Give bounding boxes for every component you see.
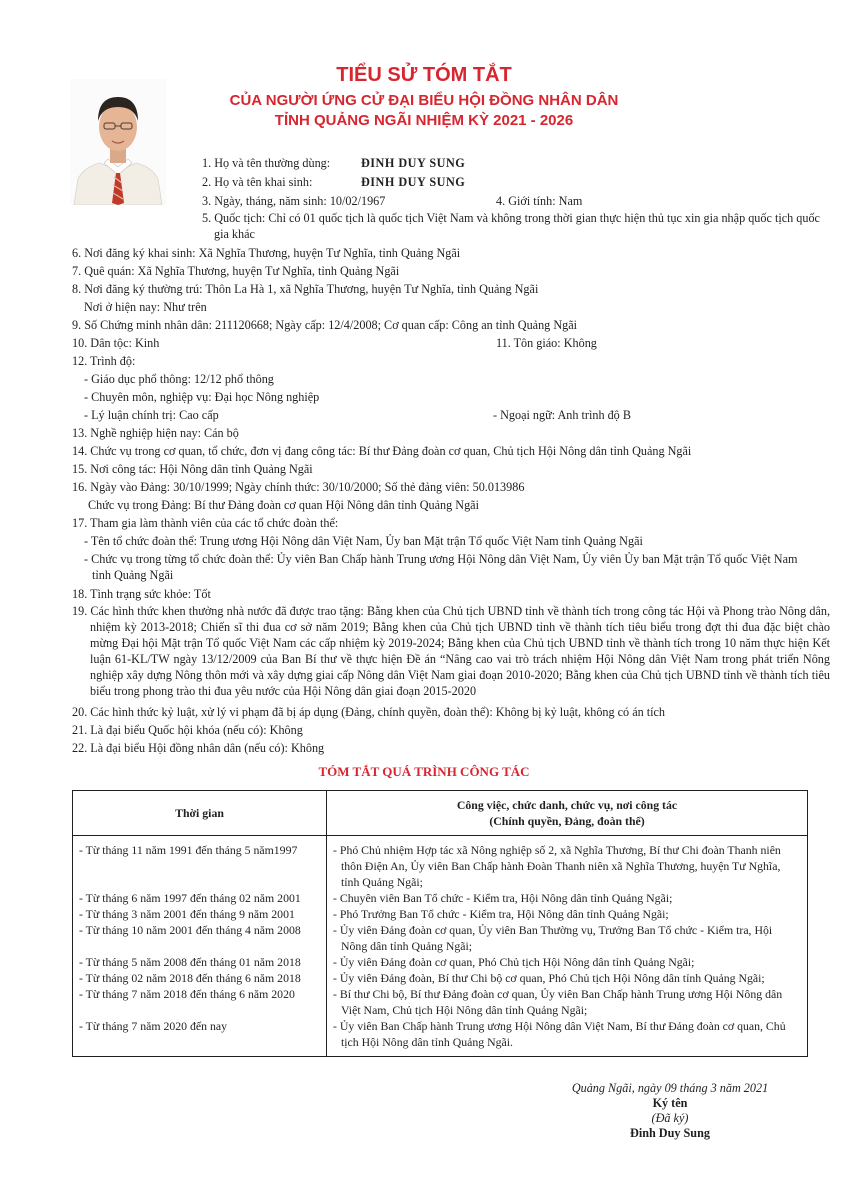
time-item: - Từ tháng 7 năm 2020 đến nay [79,1019,228,1033]
job-cell [327,836,808,1057]
field-political-theory: - Lý luận chính trị: Cao cấp [84,408,219,422]
job-item: - Ủy viên Ban Chấp hành Trung ương Hội Nông dân Việt Nam, Bí thư Đảng đoàn cơ quan, Chủ tịch Hội Nông dân tỉnh Quảng Ngãi. [333,1019,786,1049]
table-body-row [73,836,808,1057]
field-organization-names: - Tên tổ chức đoàn thể: Trung ương Hội Nông dân Việt Nam, Ủy ban Mặt trận Tổ quốc Việt Nam tỉnh Quảng Ngãi [84,534,643,548]
time-item: - Từ tháng 10 năm 2001 đến tháng 4 năm 2008 [79,923,301,937]
column-header-time: Thời gian [73,791,327,836]
signature-label: Ký tên [652,1096,688,1110]
field-birth-registration: 6. Nơi đăng ký khai sinh: Xã Nghĩa Thương, huyện Tư Nghĩa, tỉnh Quảng Ngãi [72,246,461,260]
job-item: - Ủy viên Đảng đoàn cơ quan, Phó Chủ tịch Hội Nông dân tỉnh Quảng Ngãi; [333,955,695,969]
field-general-education: - Giáo dục phổ thông: 12/12 phổ thông [84,372,274,386]
job-item: - Phó Trưởng Ban Tổ chức - Kiểm tra, Hội Nông dân tỉnh Quảng Ngãi; [333,907,669,921]
field-common-name-value: ĐINH DUY SUNG [361,156,466,170]
time-item: - Từ tháng 5 năm 2008 đến tháng 01 năm 2018 [79,955,301,969]
field-peoples-council: 22. Là đại biểu Hội đồng nhân dân (nếu có): Không [72,741,325,755]
signature-place-date: Quảng Ngãi, ngày 09 tháng 3 năm 2021 [571,1081,769,1095]
job-item: - Ủy viên Đảng đoàn, Bí thư Chi bộ cơ quan, Phó Chủ tịch Hội Nông dân tỉnh Quảng Ngãi; [333,971,765,985]
time-item: - Từ tháng 11 năm 1991 đến tháng 5 năm1997 [79,843,298,857]
field-date-of-birth: 3. Ngày, tháng, năm sinh: 10/02/1967 [202,194,386,208]
time-item: - Từ tháng 3 năm 2001 đến tháng 9 năm 2001 [79,907,295,921]
document-title: TIỂU SỬ TÓM TẮT [336,64,512,86]
job-item: - Phó Chủ nhiệm Hợp tác xã Nông nghiệp số 2, xã Nghĩa Thương, Bí thư Chi đoàn Thanh niên thôn Điện An, Ủy viên Ban Chấp hành Đoàn Thanh niên xã Nghĩa Thương, huyện Tư Nghĩa, tỉnh Quảng Ngãi; [333,843,781,889]
work-history-title: TÓM TẮT QUÁ TRÌNH CÔNG TÁC [318,764,530,779]
field-id-card: 9. Số Chứng minh nhân dân: 211120668; Ngày cấp: 12/4/2008; Cơ quan cấp: Công an tỉnh Quảng Ngãi [72,318,578,332]
field-national-assembly: 21. Là đại biểu Quốc hội khóa (nếu có): Không [72,723,303,737]
field-professional-qualification: - Chuyên môn, nghiệp vụ: Đại học Nông nghiệp [84,390,320,404]
table-header-row [73,791,808,836]
job-item: - Ủy viên Đảng đoàn cơ quan, Ủy viên Ban Thường vụ, Trưởng Ban Tổ chức - Kiểm tra, Hội Nông dân tỉnh Quảng Ngãi; [333,923,773,953]
field-party-membership: 16. Ngày vào Đảng: 30/10/1999; Ngày chính thức: 30/10/2000; Số thẻ đảng viên: 50.013986 [72,480,525,494]
field-awards: 19. Các hình thức khen thưởng nhà nước đã được trao tặng: Bằng khen của Chủ tịch UBND tỉnh về thành tích trong công tác Hội và Phong trào Nông dân, nhiệm kỳ 2013-2018; Chiến sĩ thi đua cơ sở năm 2019; Bằng khen của Chủ tịch UBND tỉnh về thành tích tiêu biểu trong đợt thi đua đặc biệt chào mừng Đại hội Mặt trận Tổ quốc Việt Nam các cấp nhiệm kỳ 2019-2024; Bằng khen của Chủ tịch UBND tỉnh về thành tích trong 10 năm thực hiện Kết luận 61-KL/TW ngày 13/12/2009 của Ban Bí thư về thực hiện Đề án “Nâng cao vai trò trách nhiệm Hội Nông dân Việt Nam trong phát triển Nông nghiệp xây dựng Nông thôn mới và xây dựng giai cấp Nông dân Việt Nam giai đoạn 2010-2020; Bằng khen của Chủ tịch UBND tỉnh về thành tích tiêu biểu trong phong trào thi đua yêu nước của Hội Nông dân giai đoạn 2015-2020 [72,604,830,698]
field-birth-name-value: ĐINH DUY SUNG [361,175,466,189]
field-current-residence: Nơi ở hiện nay: Như trên [84,300,207,314]
job-item: - Bí thư Chi bộ, Bí thư Đảng đoàn cơ quan, Ủy viên Ban Chấp hành Trung ương Hội Nông dân Việt Nam, Chủ tịch Hội Nông dân tỉnh Quảng Ngãi; [333,987,783,1017]
work-history-table [72,790,808,1057]
field-hometown: 7. Quê quán: Xã Nghĩa Thương, huyện Tư Nghĩa, tỉnh Quảng Ngãi [72,264,400,278]
field-education-heading: 12. Trình độ: [72,354,136,368]
column-header-job-line2: (Chính quyền, Đảng, đoàn thể) [489,814,645,828]
field-workplace: 15. Nơi công tác: Hội Nông dân tỉnh Quảng Ngãi [72,462,313,476]
time-item: - Từ tháng 02 năm 2018 đến tháng 6 năm 2018 [79,971,301,985]
field-discipline: 20. Các hình thức kỷ luật, xử lý vi phạm đã bị áp dụng (Đảng, chính quyền, đoàn thể): Không bị kỷ luật, không có án tích [72,705,666,719]
field-common-name-label: 1. Họ và tên thường dùng: [202,156,331,170]
field-birth-name-label: 2. Họ và tên khai sinh: [202,175,313,189]
signature-name: Đinh Duy Sung [630,1126,710,1140]
field-organization-positions: - Chức vụ trong từng tổ chức đoàn thể: Ủy viên Ban Chấp hành Trung ương Hội Nông dân Việt Nam, Ủy viên Ủy ban Mặt trận Tổ quốc Việt Nam tỉnh Quảng Ngãi [84,552,798,582]
column-header-job-line1: Công việc, chức danh, chức vụ, nơi công tác [456,798,678,812]
field-health: 18. Tình trạng sức khỏe: Tốt [72,587,211,601]
field-gender: 4. Giới tính: Nam [496,194,583,208]
field-permanent-residence: 8. Nơi đăng ký thường trú: Thôn La Hà 1, xã Nghĩa Thương, huyện Tư Nghĩa, tỉnh Quảng Ngãi [72,282,539,296]
field-nationality: 5. Quốc tịch: Chỉ có 01 quốc tịch là quốc tịch Việt Nam và không trong thời gian thực hiện thủ tục xin gia nhập quốc tịch quốc gia khác [202,211,820,241]
column-header-job [327,791,808,836]
candidate-portrait-photo [70,79,166,205]
time-item: - Từ tháng 6 năm 1997 đến tháng 02 năm 2001 [79,891,301,905]
field-foreign-language: - Ngoại ngữ: Anh trình độ B [493,408,631,422]
time-cell [73,836,327,1057]
field-ethnicity: 10. Dân tộc: Kinh [72,336,160,350]
time-item: - Từ tháng 7 năm 2018 đến tháng 6 năm 2020 [79,987,295,1001]
document-subtitle: CỦA NGƯỜI ỨNG CỬ ĐẠI BIỂU HỘI ĐỒNG NHÂN DÂN [229,92,619,109]
field-party-position: Chức vụ trong Đảng: Bí thư Đảng đoàn cơ quan Hội Nông dân tỉnh Quảng Ngãi [88,498,479,512]
field-occupation: 13. Nghề nghiệp hiện nay: Cán bộ [72,426,239,440]
field-religion: 11. Tôn giáo: Không [496,336,597,350]
job-item: - Chuyên viên Ban Tổ chức - Kiểm tra, Hội Nông dân tỉnh Quảng Ngãi; [333,891,673,905]
signature-signed-note: (Đã ký) [651,1111,689,1125]
document-term: TỈNH QUẢNG NGÃI NHIỆM KỲ 2021 - 2026 [274,112,574,129]
field-position: 14. Chức vụ trong cơ quan, tổ chức, đơn vị đang công tác: Bí thư Đảng đoàn cơ quan, Chủ tịch Hội Nông dân tỉnh Quảng Ngãi [72,444,692,458]
field-organizations-heading: 17. Tham gia làm thành viên của các tổ chức đoàn thể: [72,516,339,530]
